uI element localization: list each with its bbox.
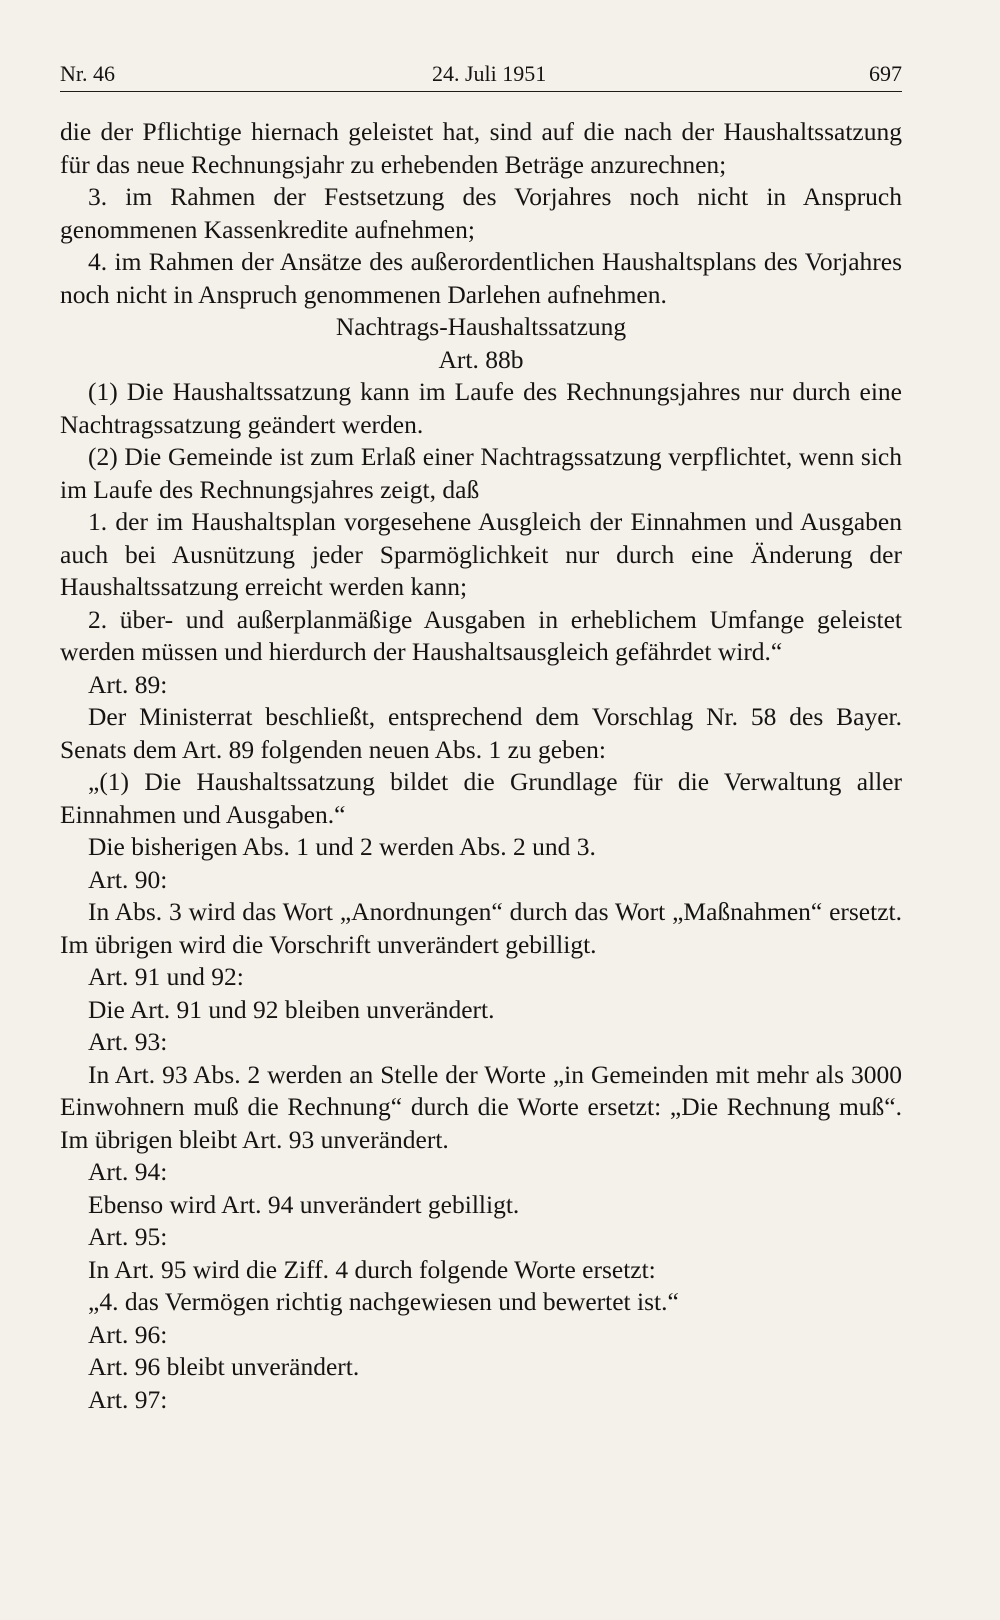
paragraph: In Abs. 3 wird das Wort „Anordnungen“ durch das Wort „Maßnahmen“ ersetzt. Im übrigen wird die Vorschrift unverändert gebilligt. (60, 897, 902, 959)
article-label: Art. 89: (88, 669, 168, 699)
list-item: 1. der im Haushaltsplan vorgesehene Ausgleich der Einnahmen und Ausgaben auch bei Ausnützung jeder Sparmöglichkeit nur durch eine Änderung der Haushaltssatzung erreicht werden kann; (60, 507, 902, 601)
paragraph: In Art. 95 wird die Ziff. 4 durch folgende Worte ersetzt: (88, 1254, 656, 1284)
article-label: Art. 90: (88, 864, 168, 894)
article-label: Art. 91 und 92: (88, 962, 244, 991)
article-label: Art. 95: (88, 1222, 168, 1251)
running-header (60, 58, 902, 90)
article-label: Art. 96: (88, 1319, 168, 1349)
list-item: 4. im Rahmen der Ansätze des außerordentlichen Haushaltsplans des Vorjahres noch nicht in Anspruch genommenen Darlehen aufnehmen. (60, 247, 902, 309)
list-item: 2. über- und außerplanmäßige Ausgaben in erheblichem Umfange geleistet werden müssen und hierdurch der Haushaltsausgleich gefährdet wird.“ (60, 604, 902, 666)
section-heading: Nachtrags-Haushaltssatzung (335, 312, 627, 341)
issue-date: 24. Juli 1951 (432, 61, 547, 86)
quoted-paragraph: „(1) Die Haushaltssatzung bildet die Grundlage für die Verwaltung aller Einnahmen und Ausgaben.“ (60, 767, 902, 829)
page-number: 697 (869, 61, 902, 86)
page-body (60, 116, 902, 1416)
article-label: Art. 94: (88, 1157, 168, 1186)
issue-number: Nr. 46 (60, 61, 115, 86)
paragraph: Der Ministerrat beschließt, entsprechend dem Vorschlag Nr. 58 des Bayer. Senats dem Art. 89 folgenden neuen Abs. 1 zu geben: (60, 702, 902, 764)
paragraph: die der Pflichtige hiernach geleistet hat, sind auf die nach der Haushaltssatzung für das neue Rechnungsjahr zu erhebenden Beträge anzurechnen; (60, 117, 902, 179)
paragraph: Ebenso wird Art. 94 unverändert gebilligt. (88, 1189, 520, 1219)
article-heading: Art. 88b (438, 344, 524, 374)
quoted-paragraph: „4. das Vermögen richtig nachgewiesen und bewertet ist.“ (88, 1287, 679, 1316)
article-label: Art. 93: (88, 1027, 168, 1056)
paragraph: In Art. 93 Abs. 2 werden an Stelle der Worte „in Gemeinden mit mehr als 3000 Einwohnern muß die Rechnung“ durch die Worte ersetzt: „Die Rechnung muß“. Im übrigen bleibt Art. 93 unverändert. (60, 1059, 902, 1154)
article-label: Art. 97: (88, 1384, 168, 1414)
header-rule (60, 91, 902, 92)
list-item: 3. im Rahmen der Festsetzung des Vorjahres noch nicht in Anspruch genommenen Kassenkredite aufnehmen; (60, 182, 902, 244)
paragraph: Die Art. 91 und 92 bleiben unverändert. (88, 994, 495, 1024)
paragraph: (1) Die Haushaltssatzung kann im Laufe des Rechnungsjahres nur durch eine Nachtragssatzung geändert werden. (60, 377, 902, 439)
paragraph: (2) Die Gemeinde ist zum Erlaß einer Nachtragssatzung verpflichtet, wenn sich im Laufe des Rechnungsjahres zeigt, daß (60, 442, 902, 504)
paragraph: Art. 96 bleibt unverändert. (88, 1352, 360, 1381)
paragraph: Die bisherigen Abs. 1 und 2 werden Abs. 2 und 3. (88, 832, 596, 861)
